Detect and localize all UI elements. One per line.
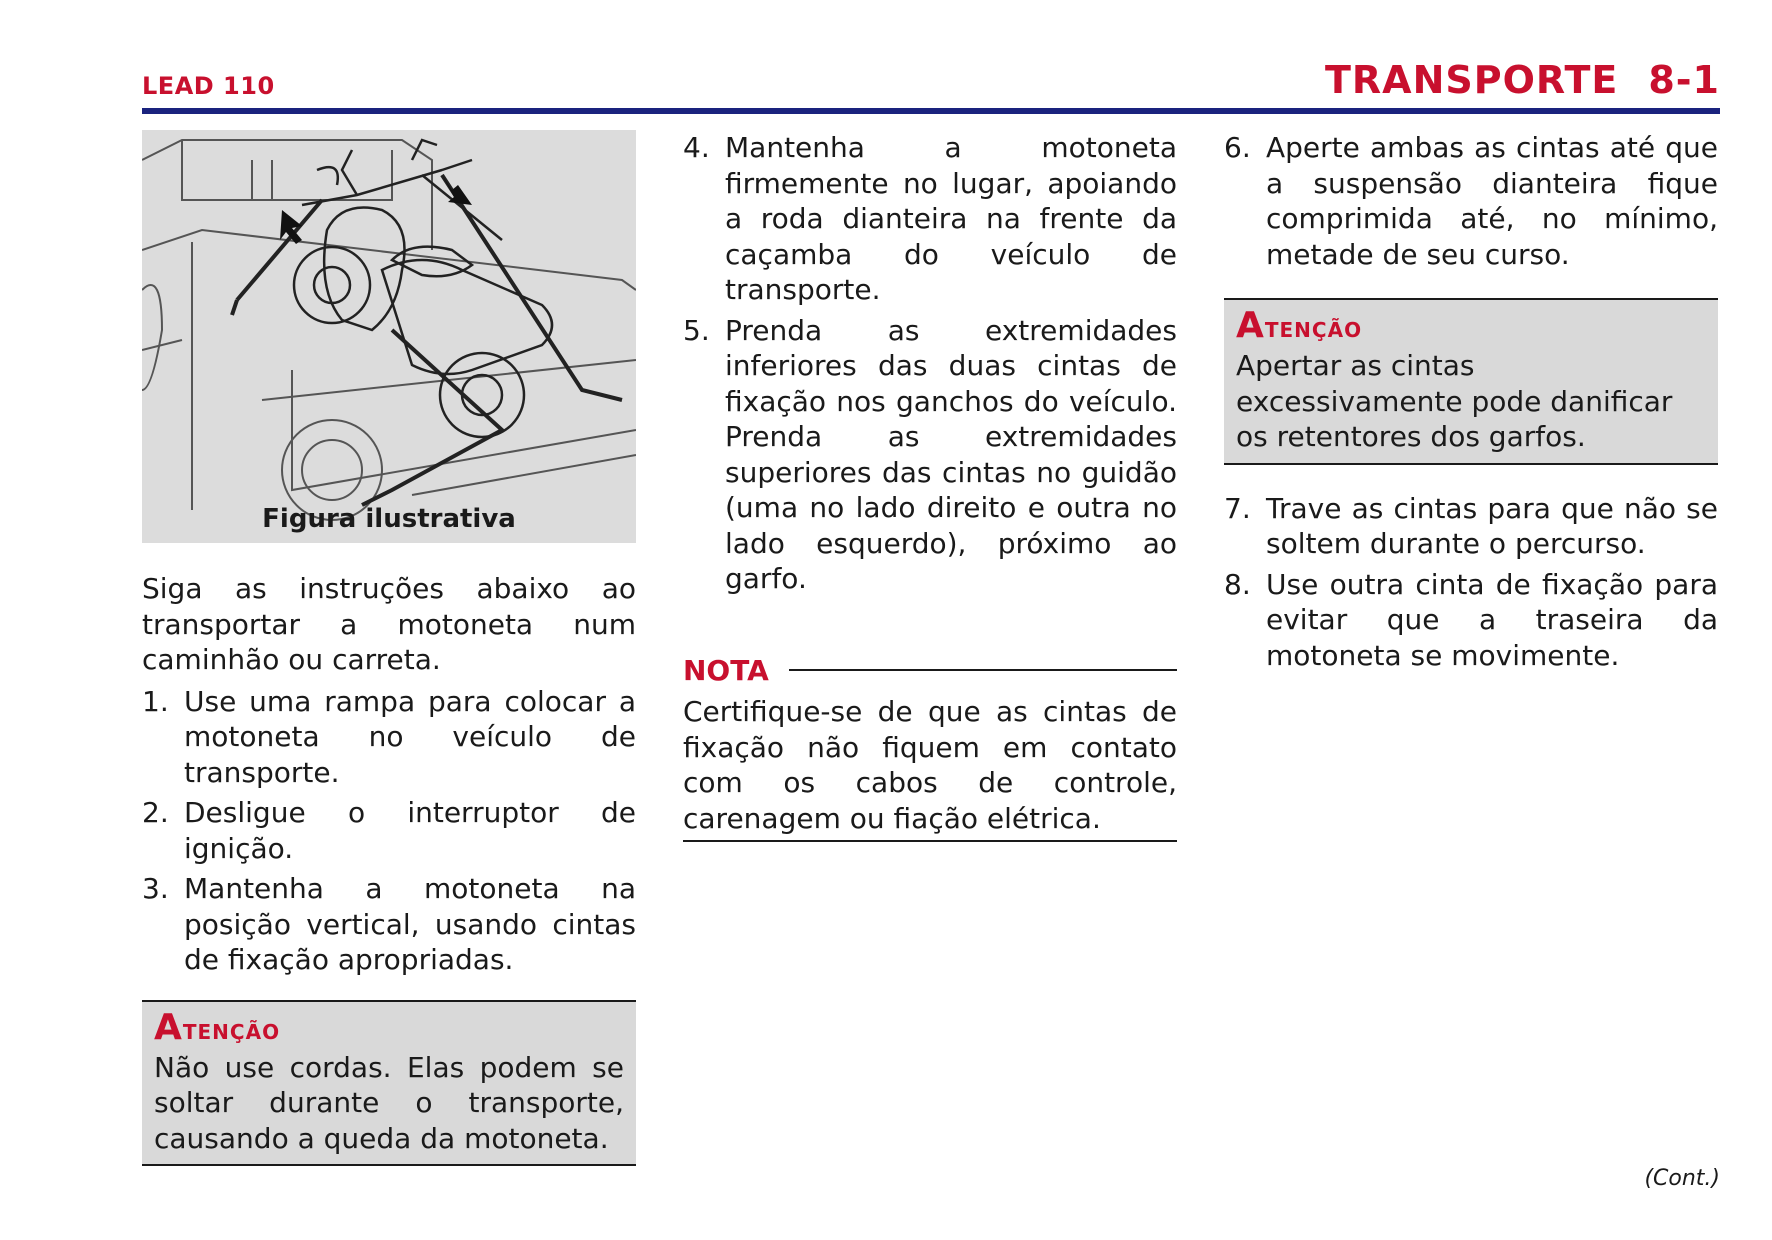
- warning-box-overtighten: [1224, 298, 1718, 465]
- step-text: Mantenha a motoneta firmemente no lugar, apoiando a roda dianteira na frente da caçamba do veículo de transporte.: [725, 131, 1177, 306]
- header-model: LEAD 110: [142, 72, 275, 100]
- warning-box-ropes: [142, 1000, 636, 1167]
- step-7: [1224, 491, 1718, 562]
- column-1: [142, 130, 636, 1166]
- step-text: Use outra cinta de fixação para evitar que a traseira da motoneta se movimente.: [1266, 567, 1718, 672]
- header-rule: [142, 108, 1720, 114]
- step-5: [683, 313, 1177, 597]
- step-number: 3.: [142, 872, 169, 905]
- note-text: Certifique-se de que as cintas de fixação não fiquem em contato com os cabos de controle, carenagem ou fiação elétrica.: [683, 694, 1177, 842]
- step-4: [683, 130, 1177, 308]
- header-title: [1325, 58, 1720, 102]
- column-2: [683, 130, 1177, 842]
- step-text: Aperte ambas as cintas até que a suspensão dianteira fique comprimida até, no mínimo, metade de seu curso.: [1266, 131, 1718, 271]
- step-number: 2.: [142, 796, 169, 829]
- warning-title: Atenção: [154, 1006, 281, 1048]
- page-number: 8-1: [1648, 58, 1720, 102]
- steps-list-3a: [1224, 130, 1718, 272]
- note-header: [683, 653, 1177, 689]
- step-number: 4.: [683, 131, 710, 164]
- illustration-figure: [142, 130, 636, 543]
- step-number: 7.: [1224, 491, 1251, 525]
- step-3: [142, 871, 636, 978]
- figure-caption: Figura ilustrativa: [262, 503, 516, 534]
- continued-label: (Cont.): [1644, 1166, 1720, 1191]
- step-1: [142, 684, 636, 791]
- steps-list-2: [683, 130, 1177, 597]
- warning-title: Atenção: [1236, 305, 1363, 346]
- step-2: [142, 795, 636, 866]
- step-8: [1224, 567, 1718, 674]
- note-rule: [789, 669, 1177, 671]
- step-text: Mantenha a motoneta na posição vertical, usando cintas de fixação apropriadas.: [184, 872, 636, 976]
- step-text: Trave as cintas para que não se soltem durante o percurso.: [1266, 491, 1718, 560]
- step-number: 8.: [1224, 567, 1251, 601]
- column-3: [1224, 130, 1718, 678]
- step-number: 6.: [1224, 131, 1251, 164]
- step-number: 1.: [142, 684, 169, 718]
- step-text: Use uma rampa para colocar a motoneta no veículo de transporte.: [184, 684, 636, 789]
- warning-text: Não use cordas. Elas podem se soltar durante o transporte, causando a queda da motoneta.: [154, 1050, 624, 1155]
- step-number: 5.: [683, 313, 710, 347]
- step-text: Desligue o interruptor de ignição.: [184, 796, 636, 865]
- warning-text: Apertar as cintas excessivamente pode danificar os retentores dos garfos.: [1236, 349, 1673, 453]
- truck-scooter-illustration: [142, 130, 636, 543]
- step-6: [1224, 130, 1718, 272]
- steps-list-1: [142, 684, 636, 978]
- section-title: TRANSPORTE: [1324, 58, 1619, 102]
- note-title: NOTA: [683, 653, 769, 687]
- steps-list-3b: [1224, 491, 1718, 674]
- step-text: Prenda as extremidades inferiores das duas cintas de fixação nos ganchos do veículo. Prenda as extremidades superiores das cintas no guidão (uma no lado direito e outra no lado esquerdo), próximo ao garfo.: [725, 313, 1177, 595]
- intro-text: Siga as instruções abaixo ao transportar a motoneta num caminhão ou carreta.: [142, 572, 636, 676]
